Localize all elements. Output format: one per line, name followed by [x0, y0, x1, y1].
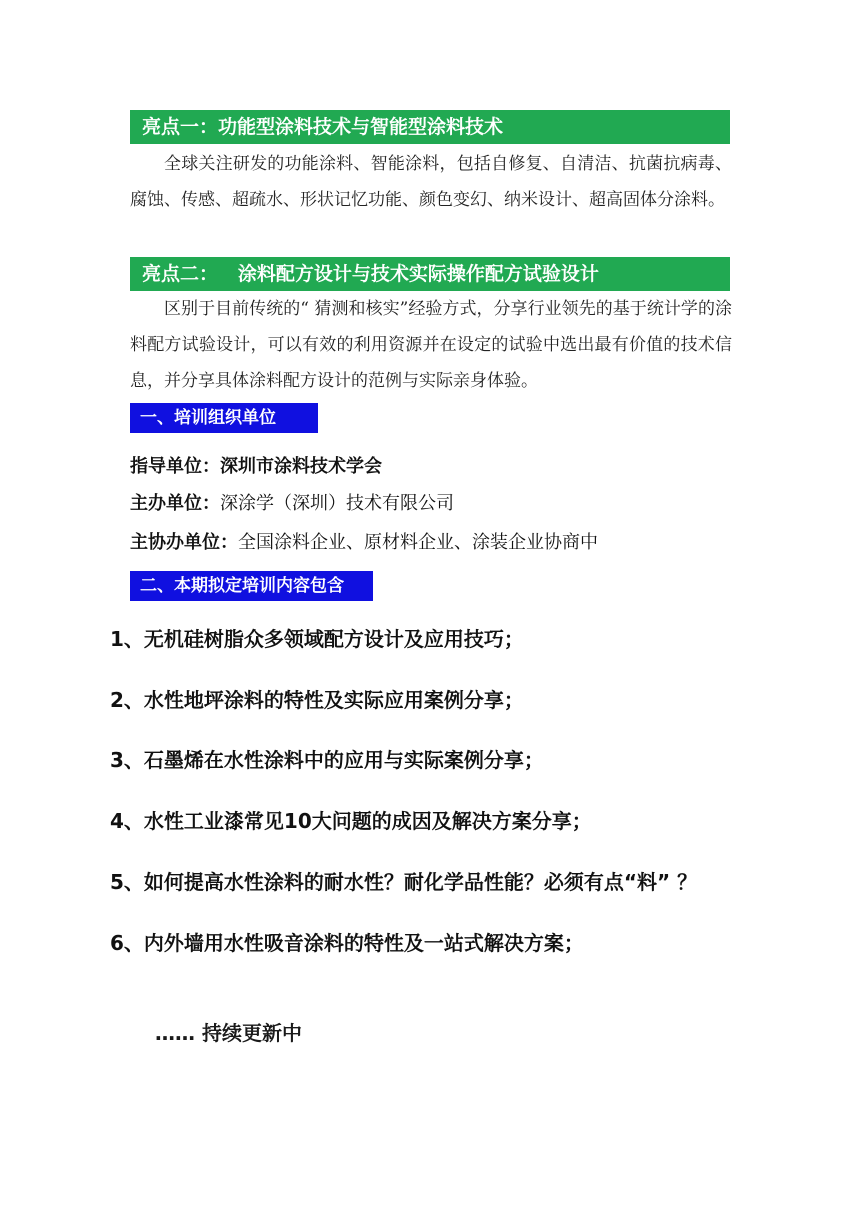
training-item-3: 3、石墨烯在水性涂料中的应用与实际案例分享； — [110, 748, 544, 772]
guide-unit-label: 指导单位： — [130, 456, 220, 477]
host-unit-label: 主办单位： — [130, 493, 220, 514]
cohost-unit-value: 全国涂料企业、原材料企业、涂装企业协商中 — [238, 532, 598, 553]
continuing-update-note: …… 持续更新中 — [155, 1021, 302, 1045]
training-item-6: 6、内外墙用水性吸音涂料的特性及一站式解决方案； — [110, 931, 584, 955]
host-unit-value: 深涂学（深圳）技术有限公司 — [220, 493, 454, 514]
guide-unit-value: 深圳市涂料技术学会 — [220, 456, 382, 477]
highlight-2-text: 区别于目前传统的“ 猜测和核实”经验方式，分享行业领先的基于统计学的涂料配方试验设计，可以有效的利用资源并在设定的试验中选出最有价值的技术信息，并分享具体涂料配方设计的范例与实际亲身体验。 — [130, 299, 732, 391]
highlight-1-text: 全球关注研发的功能涂料、智能涂料，包括自修复、自清洁、抗菌抗病毒、腐蚀、传感、超疏水、形状记忆功能、颜色变幻、纳米设计、超高固体分涂料。 — [130, 154, 732, 210]
training-item-1: 1、无机硅树脂众多领域配方设计及应用技巧； — [110, 627, 524, 651]
highlight-2-title: 亮点二： 涂料配方设计与技术实际操作配方试验设计 — [130, 257, 730, 291]
training-item-5: 5、如何提高水性涂料的耐水性？耐化学品性能？必须有点“料” ？ — [110, 870, 698, 894]
section-2-title: 二、本期拟定培训内容包含 — [130, 571, 373, 601]
section-1-title: 一、培训组织单位 — [130, 403, 318, 433]
highlight-1-title: 亮点一：功能型涂料技术与智能型涂料技术 — [130, 110, 730, 144]
guide-unit-line — [130, 454, 382, 480]
cohost-unit-line — [130, 530, 598, 556]
cohost-unit-label: 主协办单位： — [130, 532, 238, 553]
training-item-4: 4、水性工业漆常见10大问题的成因及解决方案分享； — [110, 809, 592, 833]
training-item-2: 2、水性地坪涂料的特性及实际应用案例分享； — [110, 688, 524, 712]
host-unit-line — [130, 491, 454, 517]
